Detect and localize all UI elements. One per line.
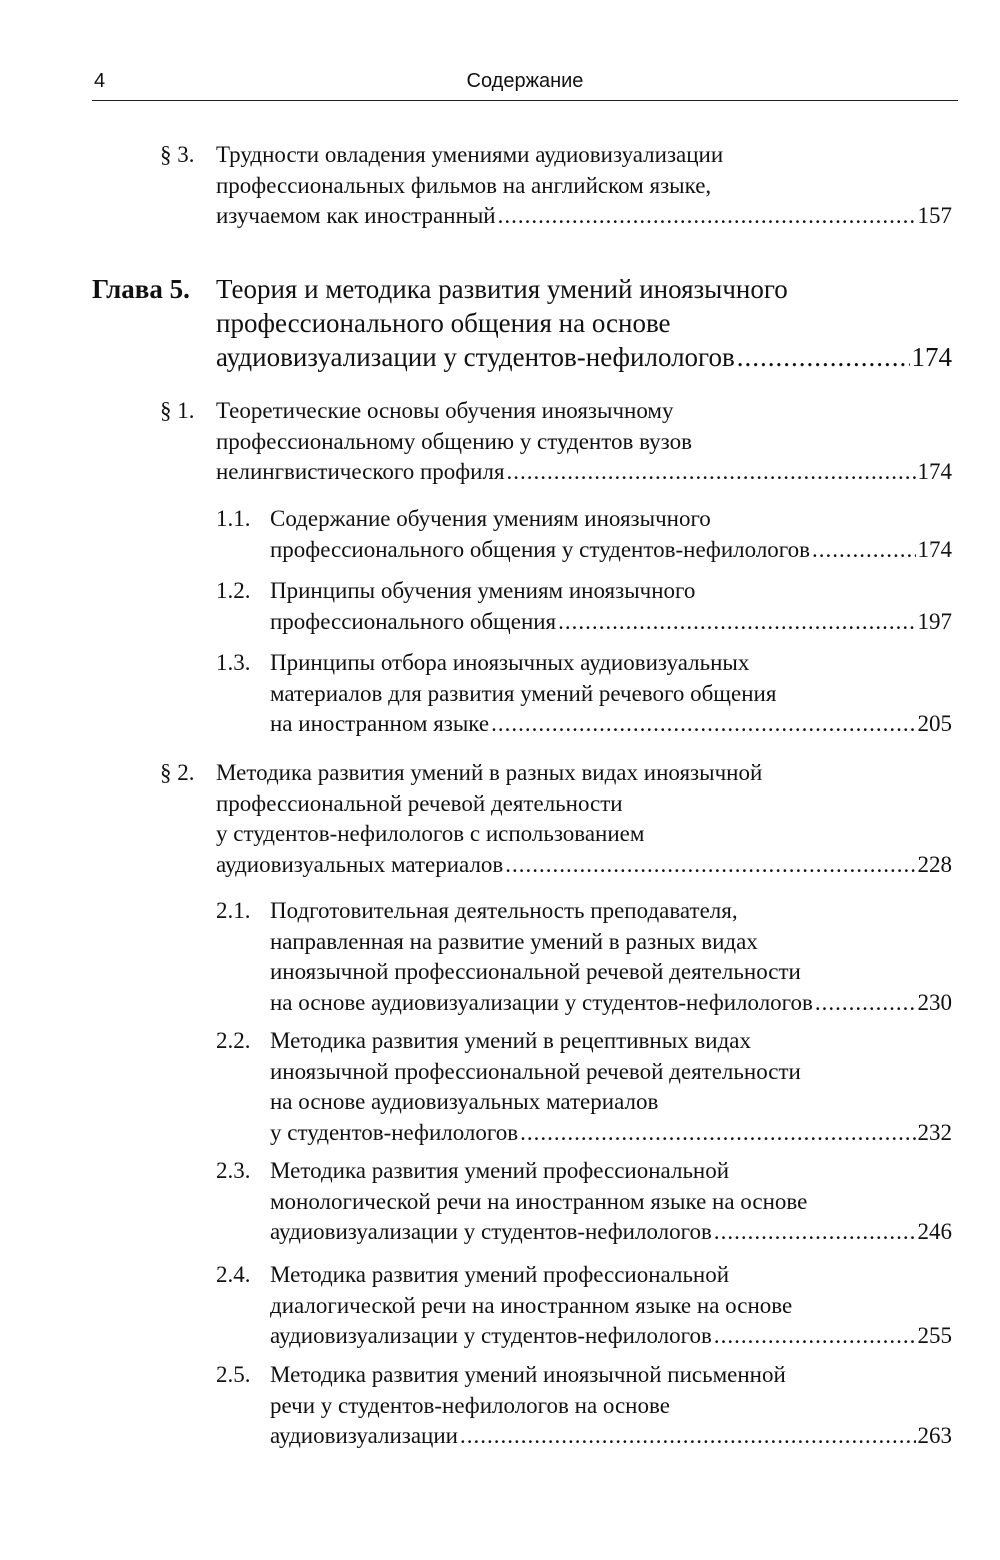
toc-entry-line: у студентов-нефилологов с использованием (216, 821, 645, 846)
toc-entry-line: Методика развития умений профессиональной (270, 1262, 730, 1287)
running-header (92, 66, 958, 101)
toc-entry-section-2[interactable] (160, 758, 952, 882)
toc-entry-line: аудиовизуализации у студентов-нефилологов (270, 1323, 712, 1348)
dot-leader (505, 850, 915, 881)
toc-entry-label: Глава 5. (92, 274, 190, 304)
toc-entry-line: Трудности овладения умениями аудиовизуализации (216, 142, 724, 167)
toc-entry-line: материалов для развития умений речевого общения (270, 680, 777, 706)
toc-entry-line: на иностранном языке (270, 711, 490, 736)
toc-entry-label: 1.1. (216, 506, 251, 531)
toc-entry-line: диалогической речи на иностранном языке на основе (270, 1292, 793, 1318)
toc-entry-line: монологической речи на иностранном языке на основе (270, 1188, 808, 1214)
header-title: Содержание (466, 70, 584, 92)
dot-leader (815, 988, 916, 1019)
toc-page-number: 197 (917, 608, 952, 634)
toc-entry-line: на основе аудиовизуализации у студентов-нефилологов (270, 989, 813, 1015)
toc-entry-label: § 2. (160, 760, 195, 785)
toc-entry-label: 2.3. (216, 1158, 251, 1183)
toc-entry-line: иноязычной профессиональной речевой деятельности (270, 959, 801, 984)
toc-entry-line: аудиовизуальных материалов (216, 851, 504, 877)
dot-leader (558, 607, 915, 638)
toc-entry-line: Содержание обучения умениям иноязычного (270, 506, 711, 531)
toc-entry-line: Методика развития умений иноязычной письменной (270, 1362, 786, 1387)
toc-entry-1-2[interactable] (216, 576, 952, 638)
toc-entry-1-3[interactable] (216, 648, 952, 740)
toc-page-number: 232 (917, 1119, 952, 1145)
toc-entry-2-4[interactable] (216, 1260, 952, 1352)
toc-page-number: 263 (917, 1423, 952, 1448)
toc-entry-line: Методика развития умений в рецептивных видах (270, 1028, 751, 1053)
toc-page-number: 255 (917, 1323, 952, 1348)
dot-leader (507, 457, 916, 488)
toc-entry-line: аудиовизуализации у студентов-нефилологов (216, 342, 735, 372)
toc-entry-chapter-5[interactable] (92, 272, 952, 376)
toc-entry-line: Принципы отбора иноязычных аудиовизуальных (270, 650, 750, 675)
toc-entry-line: Принципы обучения умениям иноязычного (270, 578, 696, 603)
toc-entry-line: Методика развития умений профессиональной (270, 1158, 730, 1183)
toc-page-number: 157 (917, 203, 952, 228)
toc-entry-line: профессиональному общению у студентов вузов (216, 428, 692, 454)
toc-entry-line: профессиональной речевой деятельности (216, 790, 623, 816)
toc-page-number: 230 (917, 989, 952, 1015)
toc-entry-line: аудиовизуализации у студентов-нефилологов (270, 1219, 712, 1244)
dot-leader (460, 1421, 916, 1452)
toc-entry-label: 2.2. (216, 1028, 251, 1053)
toc-page-number: 174 (911, 342, 952, 372)
toc-entry-line: Теория и методика развития умений иноязычного (216, 274, 788, 304)
toc-entry-label: § 1. (160, 398, 195, 423)
dot-leader (812, 535, 915, 566)
toc-entry-line: у студентов-нефилологов (270, 1119, 519, 1145)
toc-entry-label: § 3. (160, 142, 195, 167)
toc-entry-label: 2.5. (216, 1362, 251, 1387)
dot-leader (491, 709, 915, 740)
toc-entry-line: профессионального общения (270, 608, 557, 634)
toc-page-number: 174 (917, 459, 952, 484)
toc-entry-line: нелингвистического профиля (216, 459, 505, 484)
toc-entry-line: Подготовительная деятельность преподавателя, (270, 898, 738, 923)
toc-entry-1-1[interactable] (216, 504, 952, 566)
toc-entry-line: профессиональных фильмов на английском языке, (216, 172, 712, 198)
toc-entry-2-3[interactable] (216, 1156, 952, 1248)
toc-entry-2-1[interactable] (216, 896, 952, 1020)
dot-leader (737, 340, 910, 374)
toc-page-number: 174 (917, 536, 952, 562)
toc-entry-line: Теоретические основы обучения иноязычному (216, 398, 674, 423)
toc-entry-label: 1.3. (216, 650, 251, 675)
toc-entry-line: изучаемом как иностранный (216, 203, 496, 228)
toc-page-number: 228 (917, 851, 952, 877)
toc-entry-line: направленная на развитие умений в разных видах (270, 928, 758, 954)
toc-entry-line: иноязычной профессиональной речевой деятельности (270, 1058, 801, 1084)
toc-entry-line: профессионального общения у студентов-нефилологов (270, 536, 811, 562)
toc-entry-label: 2.4. (216, 1262, 251, 1287)
toc-entry-2-5[interactable] (216, 1360, 952, 1452)
toc-entry-section-1[interactable] (160, 396, 952, 488)
toc-entry-2-2[interactable] (216, 1026, 952, 1150)
toc-entry-label: 1.2. (216, 578, 251, 603)
toc-entry-line: профессионального общения на основе (216, 308, 671, 338)
toc-entry-line: речи у студентов-нефилологов на основе (270, 1392, 670, 1418)
toc-entry-section-3[interactable] (160, 140, 952, 232)
dot-leader (714, 1321, 916, 1352)
toc-entry-line: Методика развития умений в разных видах иноязычной (216, 760, 763, 785)
dot-leader (520, 1118, 915, 1149)
page-number: 4 (94, 70, 106, 92)
toc-page-number: 205 (917, 711, 952, 736)
toc-entry-line: на основе аудиовизуальных материалов (270, 1089, 659, 1114)
dot-leader (498, 201, 916, 232)
toc-entry-label: 2.1. (216, 898, 251, 923)
toc-page-number: 246 (917, 1219, 952, 1244)
toc-entry-line: аудиовизуализации (270, 1423, 458, 1448)
dot-leader (714, 1217, 916, 1248)
